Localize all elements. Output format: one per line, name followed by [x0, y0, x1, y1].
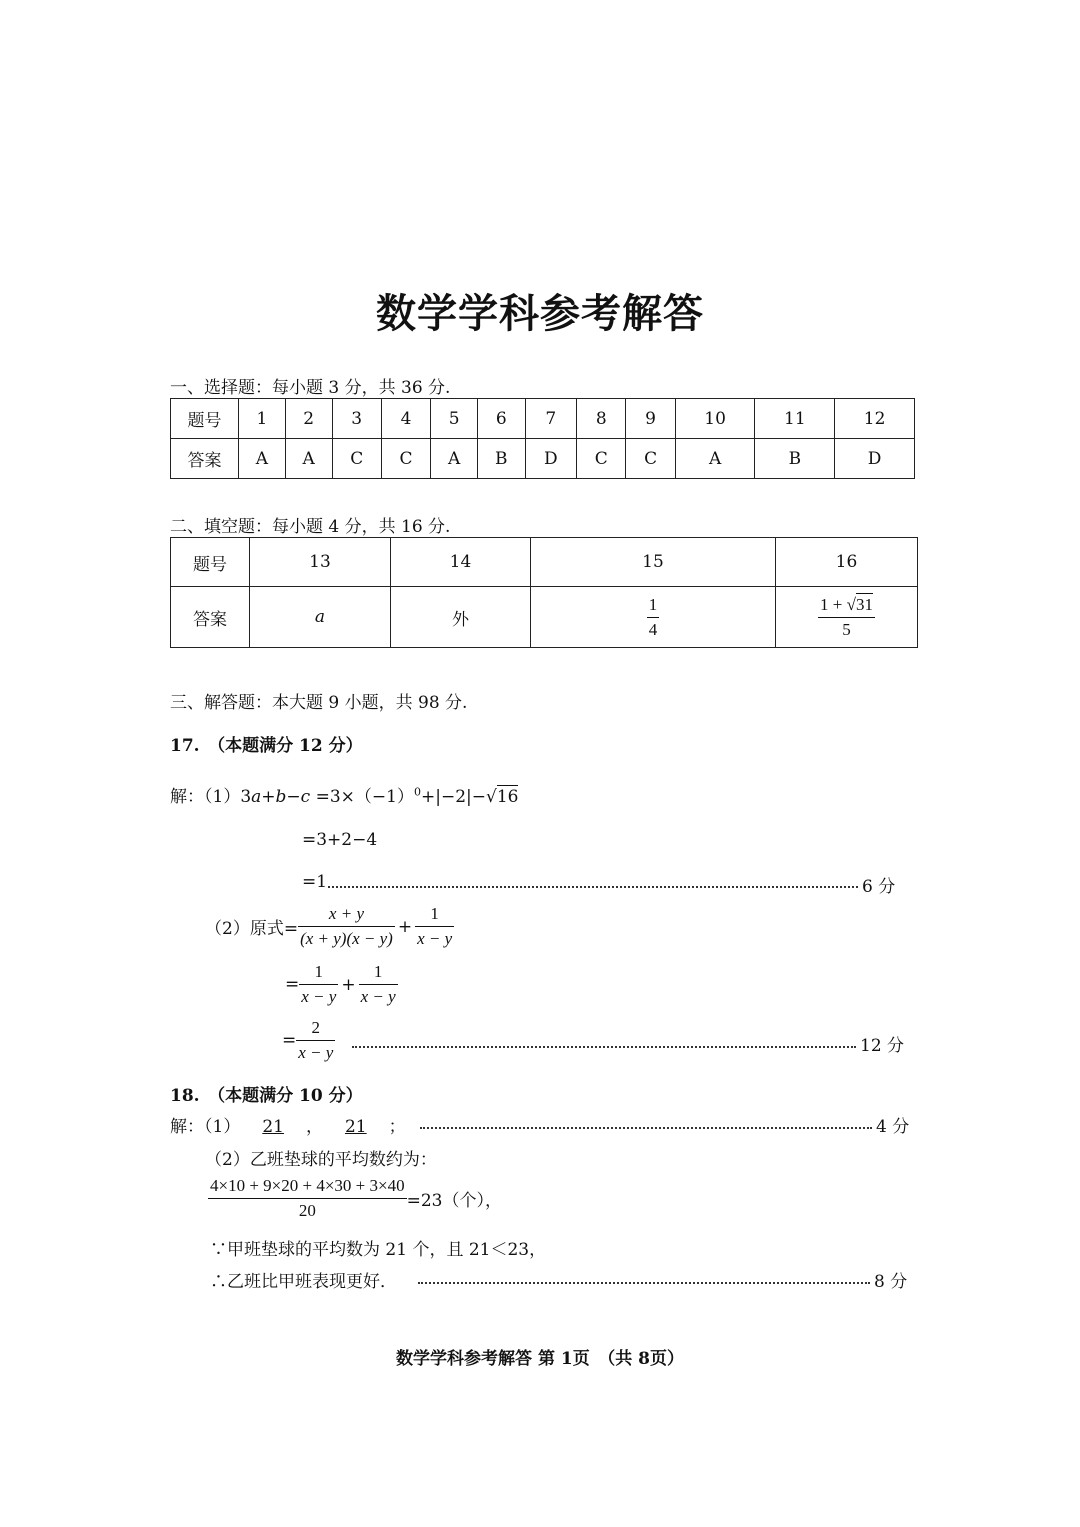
page-title: 数学学科参考解答	[376, 291, 704, 337]
q18-because-line: ∵甲班垫球的平均数为 21 个，且 21＜23，	[210, 1240, 547, 1260]
op: =	[282, 1030, 297, 1051]
fraction-denominator: x − y	[298, 1043, 334, 1062]
q18-heading: 18. （本题满分 10 分）	[170, 1086, 363, 1106]
choice-answer-table	[170, 398, 915, 479]
question-number: 1	[239, 399, 286, 439]
answer-cell: A	[675, 439, 755, 479]
op: +	[261, 787, 276, 807]
fraction-denominator: x − y	[417, 929, 453, 948]
question-number: 2	[285, 399, 332, 439]
dot-leader	[418, 1282, 870, 1284]
question-number: 14	[391, 538, 531, 587]
fraction	[296, 1018, 335, 1063]
fraction	[818, 595, 875, 640]
question-number: 5	[431, 399, 478, 439]
sqrt-argument: 31	[855, 594, 873, 614]
fraction-denominator: x − y	[360, 987, 396, 1006]
var-a: a	[251, 787, 262, 807]
q17-heading: 17. （本题满分 12 分）	[170, 736, 363, 756]
question-number: 15	[531, 538, 776, 587]
answer-blank: 21	[344, 1117, 367, 1137]
answer-cell: B	[477, 439, 525, 479]
fraction	[298, 904, 395, 949]
sqrt-argument: 16	[496, 787, 519, 807]
answer-cell: a	[250, 587, 391, 648]
op: =	[285, 974, 300, 995]
question-number: 3	[332, 399, 381, 439]
text: 解：（1）3	[170, 787, 252, 807]
score-label: 8 分	[874, 1272, 908, 1292]
q17-part1-line3: =1	[302, 872, 328, 892]
answer-cell	[531, 587, 776, 648]
text: （2）原式=	[205, 919, 299, 939]
punct: ；	[388, 1117, 406, 1137]
text: =3×（−1）	[310, 787, 414, 807]
fraction-denominator: 5	[842, 619, 851, 639]
fraction-denominator: 4	[648, 619, 658, 639]
answer-cell: B	[755, 439, 835, 479]
fraction	[647, 595, 660, 640]
answer-cell: C	[332, 439, 381, 479]
choice-answer-row	[171, 439, 915, 479]
sqrt-symbol: √	[486, 787, 497, 807]
dot-leader	[328, 886, 858, 888]
sqrt-symbol: √	[846, 594, 856, 614]
var-c: c	[300, 787, 311, 807]
question-number: 16	[776, 538, 918, 587]
question-number: 13	[250, 538, 391, 587]
score-label: 12 分	[860, 1036, 905, 1056]
dot-leader	[420, 1127, 872, 1129]
fraction-numerator: 1	[647, 595, 660, 618]
fraction-numerator: 1	[299, 962, 338, 985]
fill-answer-row	[171, 587, 918, 648]
op: +	[341, 974, 356, 995]
fraction-numerator: 2	[296, 1018, 335, 1041]
fraction-numerator: 1	[359, 962, 398, 985]
fraction	[359, 962, 398, 1007]
question-number: 6	[477, 399, 525, 439]
q18-part1-line	[170, 1112, 406, 1137]
text: +|−2|−	[420, 787, 486, 807]
question-number: 12	[835, 399, 915, 439]
q17-part2-line2	[285, 962, 398, 1007]
section3-heading: 三、解答题：本大题 9 小题，共 98 分.	[170, 693, 468, 713]
fraction-numerator: 4×10 + 9×20 + 4×30 + 3×40	[208, 1176, 407, 1199]
score-label: 6 分	[862, 877, 896, 897]
page-footer: 数学学科参考解答 第 1页 （共 8页）	[396, 1349, 684, 1369]
section1-heading: 一、选择题：每小题 3 分，共 36 分.	[170, 378, 451, 398]
question-number: 4	[381, 399, 430, 439]
text: 解：（1）	[170, 1117, 241, 1137]
answer-cell: 外	[391, 587, 531, 648]
dot-leader	[352, 1046, 856, 1048]
var-b: b	[275, 787, 287, 807]
question-number: 9	[626, 399, 675, 439]
q17-part1-line2: =3+2−4	[302, 830, 378, 850]
row-label-question: 题号	[171, 399, 239, 439]
fraction	[299, 962, 338, 1007]
q17-part2-line3	[282, 1018, 335, 1063]
q18-therefore-line: ∴乙班比甲班表现更好．	[210, 1272, 397, 1292]
fraction-denominator: x − y	[301, 987, 337, 1006]
op: −	[286, 787, 301, 807]
section2-heading: 二、填空题：每小题 4 分，共 16 分.	[170, 517, 451, 537]
answer-cell: A	[431, 439, 478, 479]
q18-part2-line1: （2）乙班垫球的平均数约为：	[205, 1150, 437, 1170]
row-label-question: 题号	[171, 538, 250, 587]
text: =23（个），	[406, 1191, 503, 1211]
score-label: 4 分	[876, 1117, 910, 1137]
fraction	[208, 1176, 407, 1221]
answer-cell: D	[525, 439, 577, 479]
answer-cell: A	[285, 439, 332, 479]
answer-cell	[776, 587, 918, 648]
answer-cell: C	[577, 439, 626, 479]
numerator-prefix: 1 +	[820, 594, 847, 614]
question-number: 7	[525, 399, 577, 439]
answer-cell: D	[835, 439, 915, 479]
question-number: 11	[755, 399, 835, 439]
q18-part2-line2	[208, 1176, 502, 1221]
q17-part2-line1	[205, 904, 454, 949]
answer-cell: A	[239, 439, 286, 479]
exponent: 0	[413, 785, 421, 799]
answer-cell: C	[381, 439, 430, 479]
fill-answer-table	[170, 537, 918, 648]
fill-question-row	[171, 538, 918, 587]
fraction-numerator	[818, 595, 875, 618]
fraction-denominator: 20	[298, 1201, 316, 1220]
fraction-numerator: 1	[415, 904, 454, 927]
row-label-answer: 答案	[171, 439, 239, 479]
punct: ，	[305, 1117, 323, 1137]
fraction-numerator: x + y	[298, 904, 395, 927]
fraction-denominator: (x + y)(x − y)	[300, 929, 393, 948]
question-number: 8	[577, 399, 626, 439]
q17-part1-line1	[170, 782, 518, 807]
question-number: 10	[675, 399, 755, 439]
fraction	[415, 904, 454, 949]
answer-blank: 21	[262, 1117, 284, 1137]
row-label-answer: 答案	[171, 587, 250, 648]
op: +	[397, 916, 413, 937]
answer-cell: C	[626, 439, 675, 479]
choice-question-row	[171, 399, 915, 439]
